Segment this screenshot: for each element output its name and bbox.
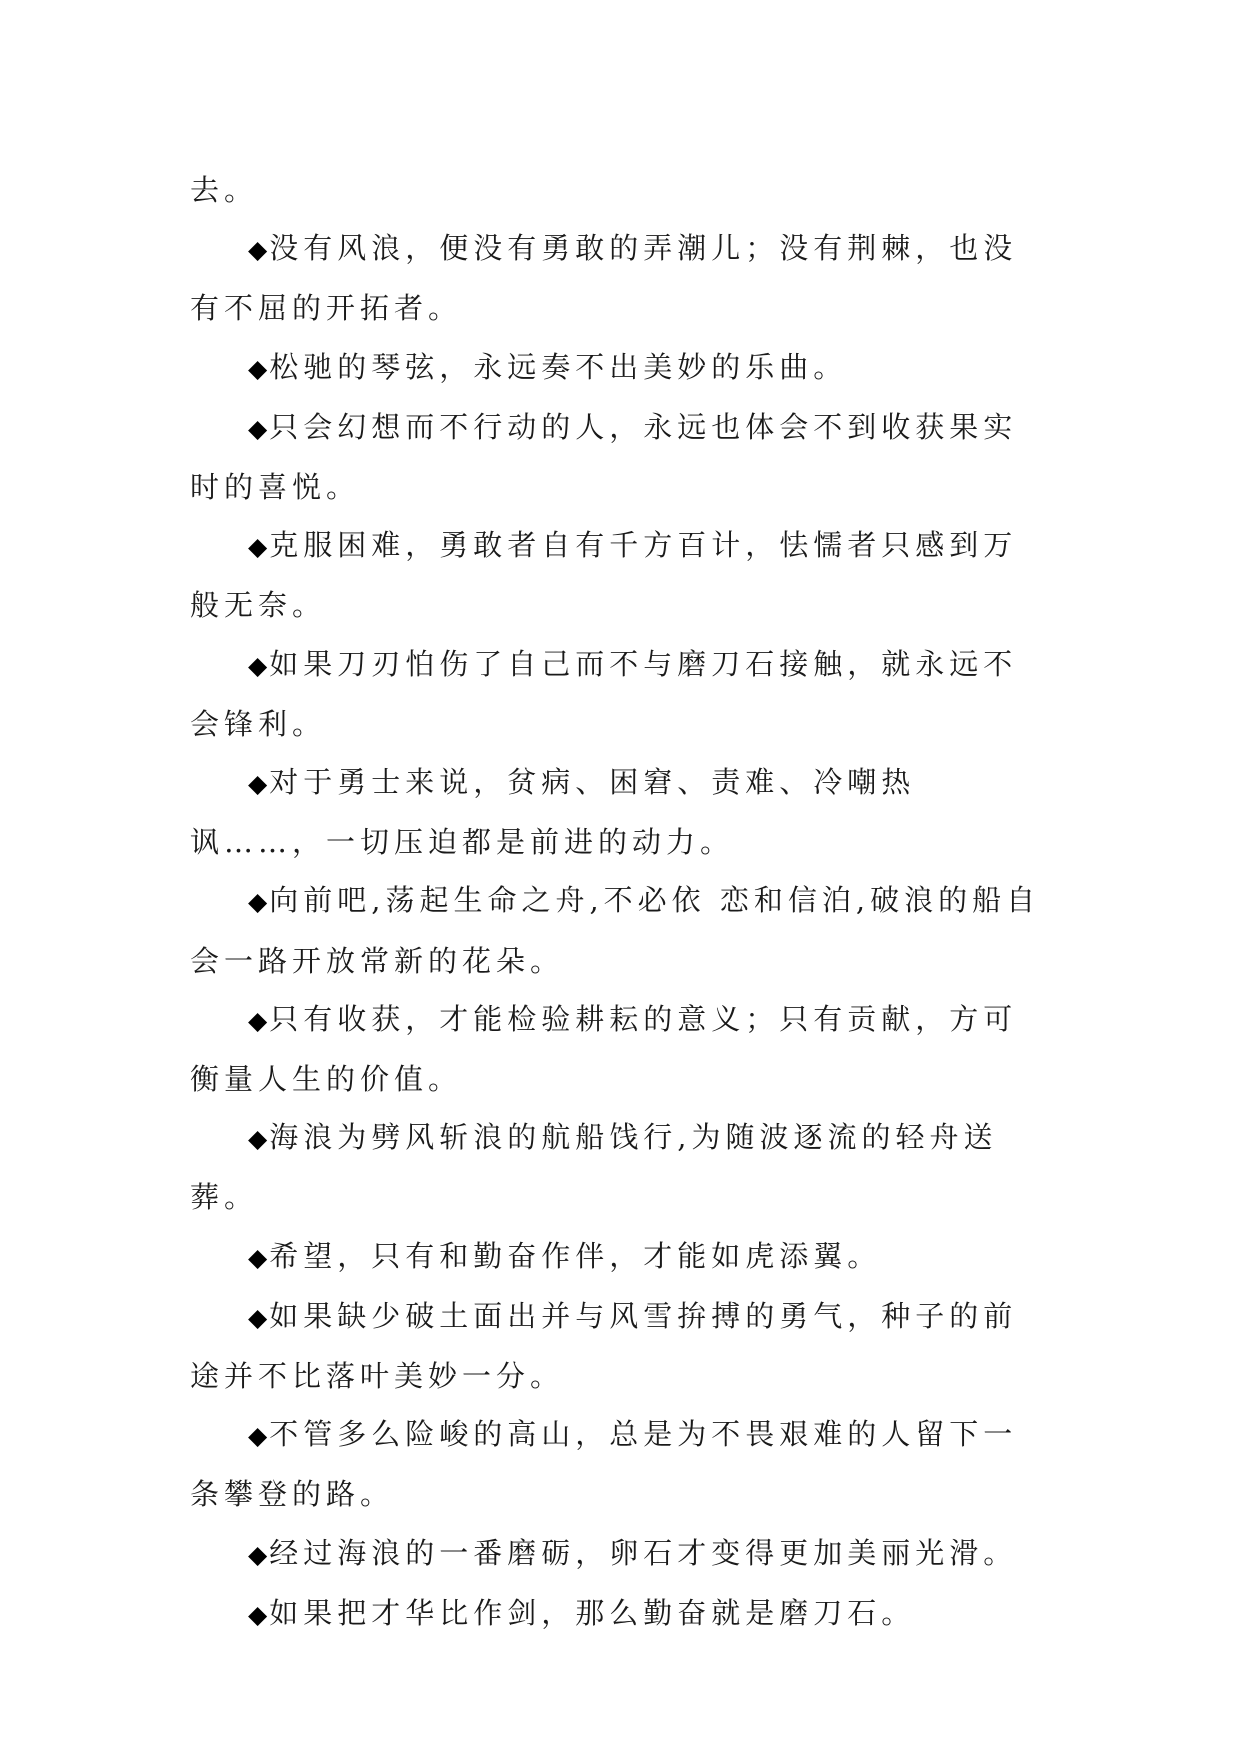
quote-text: 对于勇士来说，贫病、困窘、责难、冷嘲热讽……，一切压迫都是前进的动力。 [190,765,916,860]
document-body [190,161,1050,1644]
quote-text: 希望，只有和勤奋作伴，才能如虎添翼。 [269,1238,882,1273]
quote-text: 如果把才华比作剑，那么勤奋就是磨刀石。 [269,1595,916,1630]
quote-text: 不管多么险峻的高山，总是为不畏艰难的人留下一条攀登的路。 [190,1417,1018,1512]
quote-text: 克服困难，勇敢者自有千方百计，怯懦者只感到万般无奈。 [190,528,1018,623]
quote-paragraph [190,398,1050,516]
continuation-line: 去。 [190,173,259,207]
quote-text: 只有收获，才能检验耕耘的意义；只有贡献，方可衡量人生的价值。 [190,1001,1018,1097]
quote-text: 只会幻想而不行动的人，永远也体会不到收获果实时的喜悦。 [190,409,1018,505]
diamond-bullet-icon: ◆ [248,769,270,799]
quote-text: 经过海浪的一番磨砺，卵石才变得更加美丽光滑。 [269,1535,1018,1570]
quote-text: 没有风浪，便没有勇敢的弄潮儿；没有荆棘，也没有不屈的开拓者。 [190,231,1018,326]
quote-paragraph [190,516,1050,634]
quote-paragraph [190,338,1050,398]
diamond-bullet-icon: ◆ [248,1302,270,1332]
diamond-bullet-icon: ◆ [248,235,270,265]
quote-paragraph [190,871,1050,989]
quote-paragraph [190,1524,1050,1584]
quote-paragraph [190,1405,1050,1523]
diamond-bullet-icon: ◆ [248,1421,270,1451]
diamond-bullet-icon: ◆ [248,353,270,383]
diamond-bullet-icon: ◆ [248,1599,270,1629]
diamond-bullet-icon: ◆ [248,1005,270,1035]
quote-paragraph [190,1584,1050,1644]
diamond-bullet-icon: ◆ [248,1124,270,1154]
diamond-bullet-icon: ◆ [248,1242,270,1272]
quote-paragraph [190,219,1050,337]
diamond-bullet-icon: ◆ [248,1539,270,1569]
quote-text: 松驰的琴弦，永远奏不出美妙的乐曲。 [269,349,848,384]
quote-text: 如果缺少破土面出并与风雪拚搏的勇气，种子的前途并不比落叶美妙一分。 [190,1298,1018,1394]
quote-paragraph [190,1227,1050,1287]
quote-paragraph [190,1287,1050,1405]
quote-text: 向前吧,荡起生命之舟,不必依 恋和信泊,破浪的船自会一路开放常新的花朵。 [190,883,1041,978]
quote-text: 如果刀刃怕伤了自己而不与磨刀石接触，就永远不会锋利。 [190,646,1018,741]
diamond-bullet-icon: ◆ [248,887,270,917]
diamond-bullet-icon: ◆ [248,650,270,680]
diamond-bullet-icon: ◆ [248,532,270,562]
diamond-bullet-icon: ◆ [248,413,270,443]
quote-text: 海浪为劈风斩浪的航船饯行,为随波逐流的轻舟送葬。 [190,1120,998,1215]
quote-paragraph [190,990,1050,1108]
quote-paragraph [190,635,1050,753]
quote-paragraph [190,1108,1050,1226]
quote-paragraph [190,753,1050,871]
